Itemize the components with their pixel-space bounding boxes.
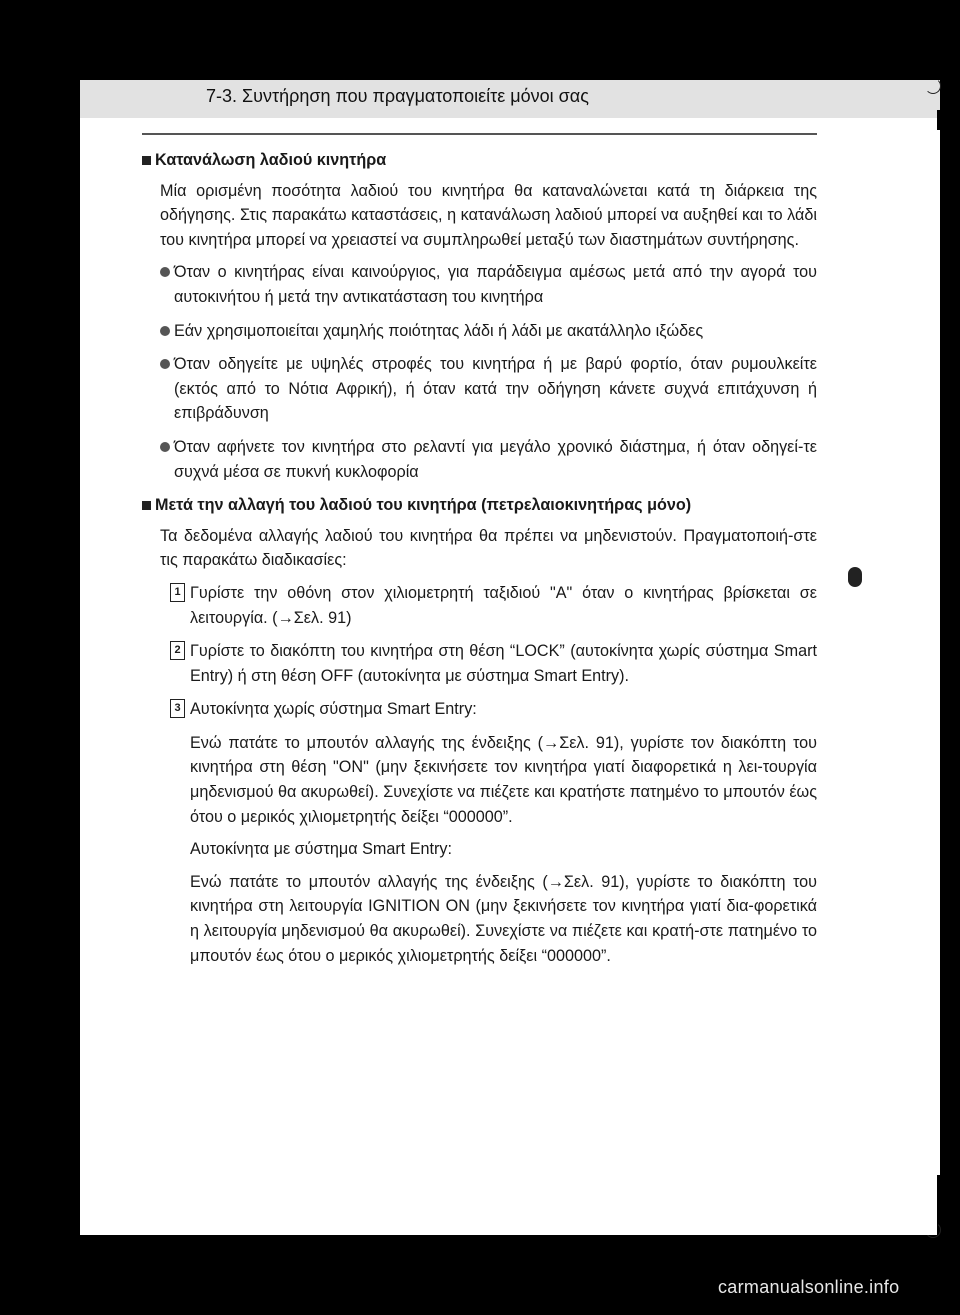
step-item: 2 Γυρίστε το διακόπτη του κινητήρα στη θέση “LOCK” (αυτοκίνητα χωρίς σύστημα Smart Entry) ή στη θέση OFF (αυτοκίνητα με σύστημα Smart Entry). bbox=[190, 639, 817, 688]
header-divider bbox=[142, 133, 817, 135]
step-item: 1 Γυρίστε την οθόνη στον χιλιομετρητή ταξιδιού "A" όταν ο κινητήρας βρίσκεται σε λειτουργία. (→Σελ. 91) bbox=[190, 581, 817, 630]
paragraph: Ενώ πατάτε το μπουτόν αλλαγής της ένδειξης (→Σελ. 91), γυρίστε το διακόπτη του κινητήρα στη λειτουργία IGNITION ON (μην ξεκινήσετε τον κινητήρα γιατί δια-φορετικά η λειτουργία μηδενισμού θα ακυρωθεί). Συνεχίστε να πιέζετε και κρατή-στε πατημένο το μπουτόν έως ότου ο μερικός χιλιομετρητής δείξει “000000”. bbox=[190, 872, 817, 965]
watermark: carmanualsonline.info bbox=[718, 1277, 900, 1297]
section-heading-oil-change: Μετά την αλλαγή του λαδιού του κινητήρα (πετρελαιοκινητήρας μόνο) bbox=[142, 493, 817, 518]
square-bullet-icon bbox=[142, 156, 151, 165]
circle-bullet-icon bbox=[160, 267, 170, 277]
paragraph: Μία ορισμένη ποσότητα λαδιού του κινητήρα θα καταναλώνεται κατά τη διάρκεια της οδήγησης. Στις παρακάτω καταστάσεις, η κατανάλωση λαδιού μπορεί να αυξηθεί και το λάδι του κινητήρα μπορεί να χρειαστεί να συμπληρωθεί μεταξύ των διαστημάτων συντήρησης. bbox=[160, 181, 817, 249]
crop-mark bbox=[937, 110, 940, 130]
list-item: Όταν οδηγείτε με υψηλές στροφές του κινητήρα ή με βαρύ φορτίο, όταν ρυμουλκείτε (εκτός από το Νότια Αφρική), ή όταν κατά την οδήγηση κάνετε συχνά επιτάχυνση ή επιβράδυνση bbox=[160, 352, 817, 426]
page-content bbox=[142, 148, 817, 976]
header-tab bbox=[80, 80, 940, 118]
registration-mark-icon bbox=[848, 567, 862, 587]
paragraph: Ενώ πατάτε το μπουτόν αλλαγής της ένδειξης (→Σελ. 91), γυρίστε τον διακόπτη του κινητήρα στη θέση "ON" (μην ξεκινήσετε τον κινητήρα γιατί διαφορετικά η λει-τουργία μηδενισμού θα ακυρωθεί). Συνεχίστε να πιέζετε και κρατήστε πατημένο το μπουτόν έως ότου ο μερικός χιλιομετρητής δείξει “000000”. bbox=[190, 733, 817, 826]
step-number: 2 bbox=[170, 641, 185, 660]
paragraph: Τα δεδομένα αλλαγής λαδιού του κινητήρα θα πρέπει να μηδενιστούν. Πραγματοποιή-στε τις παρακάτω διαδικασίες: bbox=[160, 526, 817, 570]
circle-bullet-icon bbox=[160, 326, 170, 336]
page-header-title: 7-3. Συντήρηση που πραγματοποιείτε μόνοι σας bbox=[206, 86, 589, 106]
step-number: 1 bbox=[170, 583, 185, 602]
list-item: Όταν ο κινητήρας είναι καινούργιος, για παράδειγμα αμέσως μετά από την αγορά του αυτοκινήτου ή μετά την αντικατάσταση του κινητήρα bbox=[160, 260, 817, 309]
crop-corner-icon bbox=[925, 1222, 941, 1238]
circle-bullet-icon bbox=[160, 359, 170, 369]
section-heading-oil-consumption: Κατανάλωση λαδιού κινητήρα bbox=[142, 148, 817, 173]
list-item: Εάν χρησιμοποιείται χαμηλής ποιότητας λάδι ή λάδι με ακατάλληλο ιξώδες bbox=[160, 319, 817, 344]
circle-bullet-icon bbox=[160, 442, 170, 452]
list-item: Όταν αφήνετε τον κινητήρα στο ρελαντί για μεγάλο χρονικό διάστημα, ή όταν οδηγεί-τε συχνά μέσα σε πυκνή κυκλοφορία bbox=[160, 435, 817, 484]
crop-corner-icon bbox=[925, 78, 941, 94]
manual-page bbox=[80, 80, 940, 1235]
square-bullet-icon bbox=[142, 501, 151, 510]
step-number: 3 bbox=[170, 699, 185, 718]
step-item: 3 Αυτοκίνητα χωρίς σύστημα Smart Entry: bbox=[190, 697, 817, 722]
paragraph: Αυτοκίνητα με σύστημα Smart Entry: bbox=[190, 840, 453, 859]
